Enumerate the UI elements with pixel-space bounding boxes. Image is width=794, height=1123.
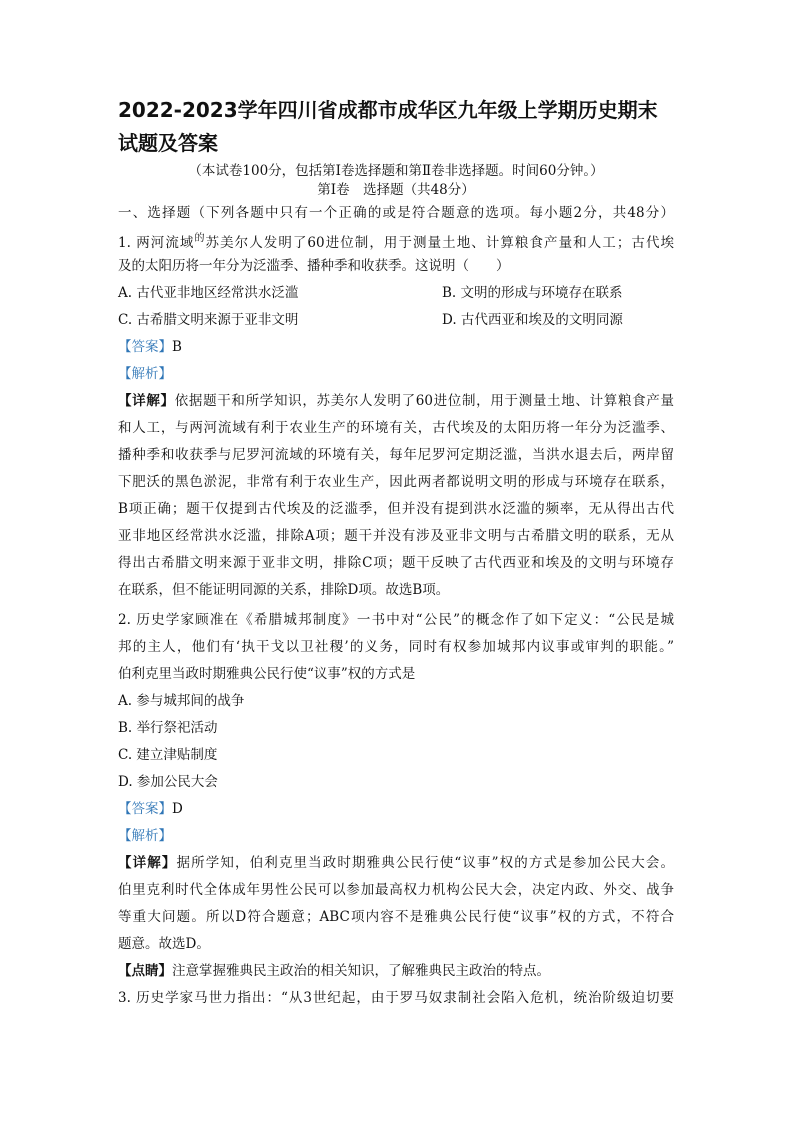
- q1-detail-line: 得出古希腊文明来源于亚非文明，排除C项；题干反映了古代西亚和埃及的文明与环境存: [118, 555, 674, 571]
- q3-stem-line: 3. 历史学家马世力指出：“从3世纪起，由于罗马奴隶制社会陷入危机，统治阶级迫切要: [118, 990, 674, 1006]
- q1-answer: 【答案】B: [118, 339, 182, 355]
- title-line-1: 2022-2023学年四川省成都市成华区九年级上学期历史期末: [118, 98, 658, 122]
- q2-detail-line: 等重大问题。所以D符合题意；ABC项内容不是雅典公民行使“议事”权的方式，不符合: [118, 909, 674, 925]
- q2-option-a: A. 参与城邦间的战争: [118, 693, 245, 709]
- q2-detail-line: 伯里克利时代全体成年男性公民可以参加最高权力机构公民大会，决定内政、外交、战争: [118, 882, 674, 898]
- q2-option-c: C. 建立津贴制度: [118, 747, 218, 763]
- q1-option-a: A. 古代亚非地区经常洪水泛滥: [118, 285, 299, 301]
- q2-detail-line: 【详解】据所学知，伯利克里当政时期雅典公民行使“议事”权的方式是参加公民大会。: [118, 855, 674, 871]
- q2-option-b: B. 举行祭祀活动: [118, 720, 218, 736]
- q2-option-d: D. 参加公民大会: [118, 774, 218, 790]
- q2-analysis-label: 【解析】: [118, 828, 172, 844]
- section-heading: 一、选择题（下列各题中只有一个正确的或是符合题意的选项。每小题2分，共48分）: [118, 205, 674, 221]
- q1-option-b: B. 文明的形成与环境存在联系: [442, 285, 623, 301]
- q1-stem-line-2: 及的太阳历将一年分为泛滥季、播种季和收获季。这说明（ ）: [118, 258, 510, 274]
- q1-detail-line: 和人工，与两河流域有利于农业生产的环境有关，古代埃及的太阳历将一年分为泛滥季、: [118, 420, 674, 436]
- part-heading: 第Ⅰ卷 选择题（共48分）: [317, 182, 475, 198]
- q2-stem-line: 伯利克里当政时期雅典公民行使“议事”权的方式是: [118, 666, 416, 682]
- q2-stem-line: 邦的主人，他们有‘执干戈以卫社稷’的义务，同时有权参加城邦内议事或审判的职能。”: [118, 639, 674, 655]
- q2-stem-line: 2. 历史学家顾准在《希腊城邦制度》一书中对“公民”的概念作了如下定义：“公民是城: [118, 612, 674, 628]
- q1-analysis-label: 【解析】: [118, 366, 172, 382]
- q1-detail-line: B项正确；题干仅提到古代埃及的泛滥季，但并没有提到洪水泛滥的频率，无从得出古代: [118, 501, 674, 517]
- q1-detail-line: 亚非地区经常洪水泛滥，排除A项；题干并没有涉及亚非文明与古希腊文明的联系，无从: [118, 528, 674, 544]
- q1-detail-line: 在联系，但不能证明同源的关系，排除D项。故选B项。: [118, 582, 450, 598]
- q1-detail-line: 播种季和收获季与尼罗河流域的环境有关，每年尼罗河定期泛滥，当洪水退去后，两岸留: [118, 447, 674, 463]
- title-line-2: 试题及答案: [118, 131, 218, 155]
- q1-option-c: C. 古希腊文明来源于亚非文明: [118, 312, 299, 328]
- q1-stem-line-1: 1. 两河流域$^的$苏美尔人发明了60进位制，用于测量土地、计算粮食产量和人工；古代埃: [118, 233, 675, 251]
- subtitle: （本试卷100分，包括第Ⅰ卷选择题和第Ⅱ卷非选择题。时间60分钟。）: [188, 163, 604, 179]
- q1-detail-line: 下肥沃的黑色淤泥，非常有利于农业生产，因此两者都说明文明的形成与环境存在联系，: [118, 474, 674, 490]
- q2-detail-line: 题意。故选D。: [118, 936, 210, 952]
- q2-answer: 【答案】D: [118, 801, 183, 817]
- q1-option-d: D. 古代西亚和埃及的文明同源: [442, 312, 623, 328]
- q2-tip: 【点睛】注意掌握雅典民主政治的相关知识，了解雅典民主政治的特点。: [118, 963, 550, 979]
- q1-detail-line: 【详解】依据题干和所学知识，苏美尔人发明了60进位制，用于测量土地、计算粮食产量: [118, 393, 674, 409]
